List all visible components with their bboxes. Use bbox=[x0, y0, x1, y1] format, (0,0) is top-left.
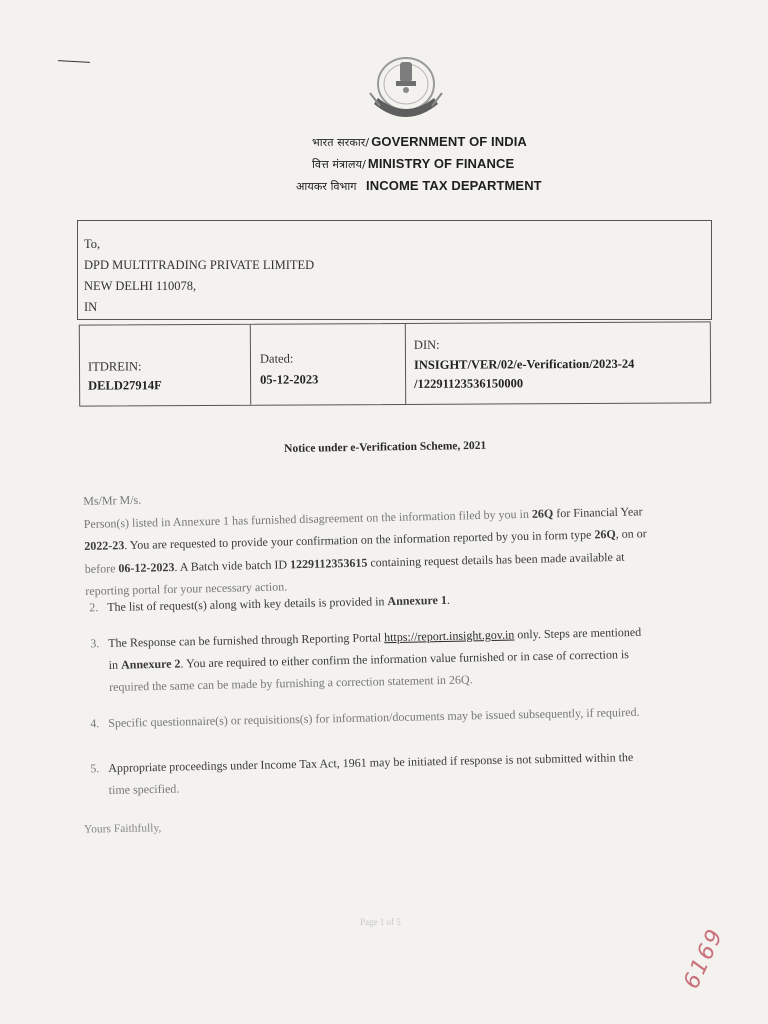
itdrein-value: DELD27914F bbox=[88, 378, 162, 393]
addressee-name: DPD MULTITRADING PRIVATE LIMITED bbox=[84, 258, 315, 272]
salutation: Ms/Mr M/s. bbox=[83, 492, 142, 508]
header-government: भारत सरकार/ GOVERNMENT OF INDIA bbox=[312, 134, 527, 149]
din-value-line1: INSIGHT/VER/02/e-Verification/2023-24 bbox=[413, 356, 635, 372]
notice-title: Notice under e-Verification Scheme, 2021 bbox=[284, 439, 487, 455]
dated-value: 05-12-2023 bbox=[260, 372, 319, 387]
addressee-city: NEW DELHI 110078, bbox=[84, 279, 197, 293]
din-value-line2: /12291123536150000 bbox=[414, 376, 524, 391]
handwritten-number: 6169 bbox=[679, 924, 729, 993]
body-line-3: before 06-12-2023. A Batch vide batch ID 1229112353615 containing request details has been made available at bbox=[84, 549, 625, 576]
reference-table bbox=[79, 321, 711, 406]
pen-mark bbox=[58, 60, 90, 63]
body-line-4: reporting portal for your necessary action. bbox=[85, 579, 288, 598]
addressee-to: To, bbox=[84, 237, 101, 251]
list-item: 2. The list of request(s) along with key details is provided in Annexure 1. bbox=[89, 592, 451, 615]
page-footer: Page 1 of 5 bbox=[360, 917, 401, 927]
addressee-box bbox=[77, 220, 712, 320]
header-department: आयकर विभाग INCOME TAX DEPARTMENT bbox=[296, 178, 542, 193]
reporting-portal-link[interactable]: https://report.insight.gov.in bbox=[383, 627, 515, 645]
addressee-country: IN bbox=[84, 300, 98, 314]
body-line-1: Person(s) listed in Annexure 1 has furnished disagreement on the information filed by you in 26Q for Financial Year bbox=[83, 503, 643, 531]
din-label: DIN: bbox=[413, 337, 440, 352]
header-ministry: वित्त मंत्रालय/ MINISTRY OF FINANCE bbox=[312, 156, 515, 171]
emblem-of-india-icon bbox=[360, 48, 452, 126]
notice-body bbox=[83, 476, 715, 603]
dated-label: Dated: bbox=[259, 351, 294, 366]
list-item: 3. The Response can be furnished through Reporting Portal https://report.insight.gov.in only. Steps are mentioned in Annexure 2. You are required to either confirm the information value furnished or in case of correction is required the same can be made by furnishing a correction statement in 26Q. bbox=[90, 624, 642, 694]
list-item: 5. Appropriate proceedings under Income Tax Act, 1961 may be initiated if response is not submitted within the time specified. bbox=[90, 750, 634, 797]
itdrein-label: ITDREIN: bbox=[87, 359, 142, 374]
din-cell bbox=[406, 322, 710, 404]
closing: Yours Faithfully, bbox=[83, 822, 162, 836]
body-line-2: 2022-23. You are requested to provide your confirmation on the information reported by you in form type 26Q, on or bbox=[84, 526, 647, 553]
dated-cell bbox=[251, 324, 406, 405]
itdrein-cell bbox=[80, 325, 251, 406]
list-item: 4. Specific questionnaire(s) or requisitions(s) for information/documents may be issued subsequently, if required. bbox=[90, 704, 640, 731]
